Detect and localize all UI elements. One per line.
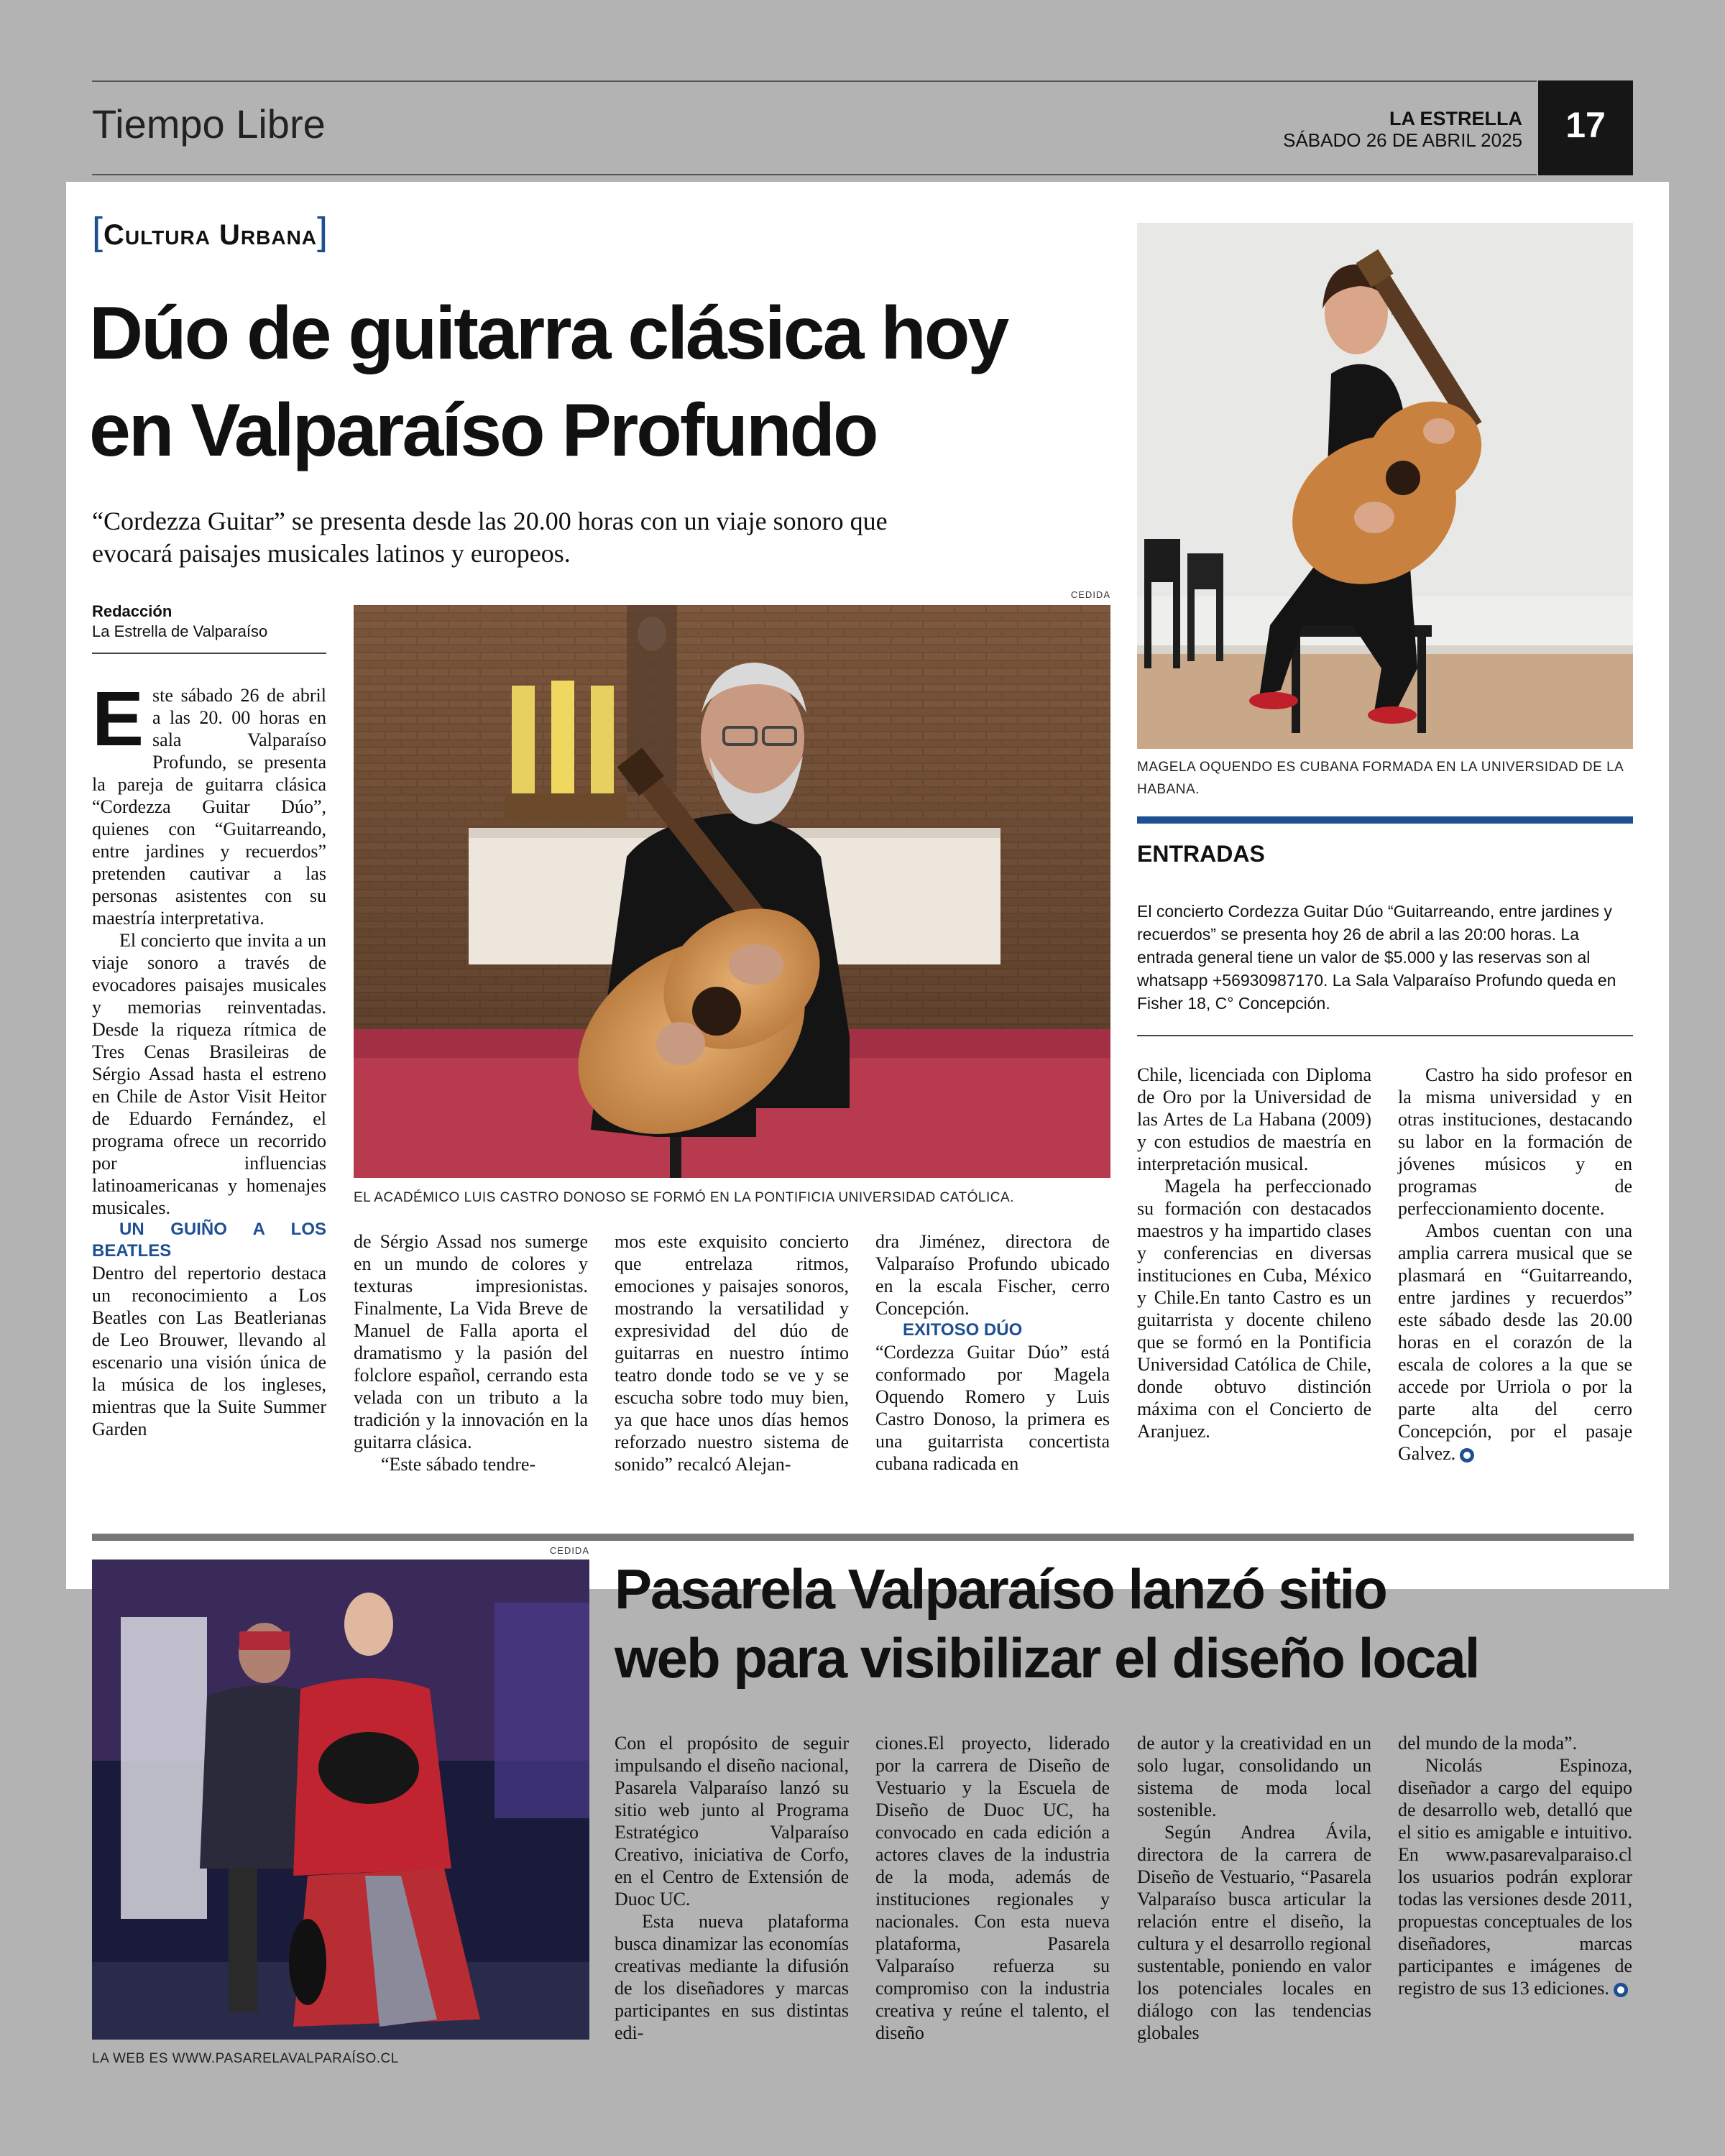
header-bottom-rule [92, 174, 1537, 175]
entradas-title: ENTRADAS [1137, 841, 1265, 867]
fashion-photo [92, 1560, 589, 2040]
runway-illustration [92, 1560, 589, 2040]
subhead-beatles: UN GUIÑO A LOS BEATLES [92, 1220, 326, 1261]
byline-rule [92, 653, 326, 654]
kicker-text: Cultura Urbana [104, 219, 318, 251]
fashion-photo-caption: LA WEB ES WWW.PASARELAVALPARAÍSO.CL [92, 2051, 399, 2066]
woman-guitarist-illustration [1137, 223, 1633, 749]
article1-col-5 [1137, 1064, 1371, 1442]
article-separator [92, 1534, 1634, 1541]
headline-line-1: Dúo de guitarra clásica hoy [89, 292, 1008, 375]
end-of-article-icon [1460, 1448, 1474, 1462]
article1-col-4 [875, 1230, 1110, 1475]
deck-line-2: evocará paisajes musicales latinos y europeos. [92, 539, 571, 568]
kicker [92, 210, 329, 253]
article2-col-2 [875, 1732, 1110, 2044]
entradas-bottom-rule [1137, 1035, 1633, 1036]
main-photo-credit: CEDIDA [1070, 589, 1110, 600]
article2-paragraph: Según Andrea Ávila, directora de la carrera de Diseño de Vestuario, “Pasarela Valparaíso busca articular la relación entre el diseño, la cultura y el desarrollo regional sustentable, poniendo en valor los potenciales locales en diálogo con las tendencias globales [1137, 1822, 1371, 2043]
article1-paragraph: dra Jiménez, directora de Valparaíso Profundo ubicado en la escala Fischer, cerro Concepción. [875, 1231, 1110, 1319]
article1-paragraph: Dentro del repertorio destaca un reconocimiento a Los Beatles con Las Beatlerianas de Leo Brouwer, llevando al escenario una visión única de la música de los ingleses, mientras que la Suite Summer Garden [92, 1263, 326, 1439]
article2-paragraph: del mundo de la moda”. [1398, 1733, 1578, 1754]
kicker-bracket-left: [ [92, 210, 104, 253]
byline-outlet: La Estrella de Valparaíso [92, 622, 268, 640]
end-of-article-icon [1614, 1983, 1628, 1997]
article1-col-6 [1398, 1064, 1632, 1465]
page-number: 17 [1538, 80, 1633, 175]
article1-paragraph: Magela ha perfeccionado su formación con destacados maestros y ha impartido clases y conferencias en diversas instituciones en Cuba, México y Chile.En tanto Castro es un guitarrista y docente chileno que se formó en la Pontificia Universidad Católica de Chile, donde obtuvo distinción máxima con el Concierto de Aranjuez. [1137, 1176, 1371, 1442]
deck-line-1: “Cordezza Guitar” se presenta desde las 20.00 horas con un viaje sonoro que [92, 507, 888, 535]
issue-date: SÁBADO 26 DE ABRIL 2025 [1283, 129, 1522, 151]
byline-name: Redacción [92, 602, 172, 620]
drop-cap: E [92, 675, 144, 762]
article2-col-4 [1398, 1732, 1632, 1999]
main-photo-caption: EL ACADÉMICO LUIS CASTRO DONOSO SE FORMÓ EN LA PONTIFICIA UNIVERSIDAD CATÓLICA. [354, 1190, 1014, 1205]
side-photo [1137, 223, 1633, 749]
subhead-exitoso-duo: EXITOSO DÚO [903, 1320, 1023, 1340]
article1-paragraph: mos este exquisito concierto que entrelaza ritmos, emociones y paisajes sonoros, mostrando la versatilidad y expresividad del dúo de guitarras en nuestro íntimo teatro donde todo se ve y se escucha sobre todo muy bien, ya que hace unos días hemos reforzado nuestro sistema de sonido” recalcó Alejan- [615, 1231, 849, 1475]
article1-paragraph [92, 675, 326, 929]
header-top-rule [92, 80, 1537, 82]
side-photo-caption: MAGELA OQUENDO ES CUBANA FORMADA EN LA UNIVERSIDAD DE LA HABANA. [1137, 760, 1624, 797]
newspaper-name: LA ESTRELLA [1389, 108, 1522, 129]
entradas-top-bar [1137, 816, 1633, 824]
section-name: Tiempo Libre [92, 101, 326, 147]
article1-paragraph: Castro ha sido profesor en la misma universidad y en otras instituciones, destacando su labor en la formación de jóvenes músicos y en programas de perfeccionamiento docente. [1398, 1064, 1632, 1219]
main-photo [354, 605, 1110, 1178]
guitarist-illustration [354, 605, 1110, 1178]
article1-col-1 [92, 675, 326, 1440]
article1-col6-p2-text: Ambos cuentan con una amplia carrera musical que se plasmará en “Guitarreando, entre jardines y recuerdos” este sábado desde las 20.00 horas en el corazón de la escala de colores a la que se accede por Urriola o por la parte alta del cerro Concepción, por el pasaje Galvez. [1398, 1220, 1632, 1464]
article2-paragraph: Con el propósito de seguir impulsando el diseño nacional, Pasarela Valparaíso lanzó su sitio web junto al Programa Estratégico Valparaíso Creativo, iniciativa de Corfo, en el Centro de Extensión de Duoc UC. [615, 1733, 849, 1909]
headline-line-2: en Valparaíso Profundo [89, 389, 877, 472]
article2-paragraph [1398, 1754, 1632, 1999]
kicker-bracket-right: ] [317, 210, 329, 253]
article2-col-3 [1137, 1732, 1371, 2044]
article2-paragraph: ciones.El proyecto, liderado por la carrera de Diseño de Vestuario y la Escuela de Diseño de Duoc UC, ha convocado en cada edición a actores claves de la industria de la moda, además de instituciones regionales y nacionales. Con esta nueva plataforma, Pasarela Valparaíso refuerza su compromiso con la industria creativa y reúne el talento, el diseño [875, 1733, 1110, 2043]
article1-col-3 [615, 1230, 849, 1475]
article1-paragraph: “Cordezza Guitar Dúo” está conformado por Magela Oquendo Romero y Luis Castro Donoso, la primera es una guitarrista concertista cubana radicada en [875, 1342, 1110, 1474]
entradas-body: El concierto Cordezza Guitar Dúo “Guitarreando, entre jardines y recuerdos” se presenta hoy 26 de abril a las 20:00 horas. La entrada general tiene un valor de $5.000 y las reservas son al whatsapp +56930987170. La Sala Valparaíso Profundo queda en Fisher 18, C° Concepción. [1137, 902, 1616, 1013]
article1-paragraph [1398, 1220, 1632, 1465]
fashion-photo-credit: CEDIDA [549, 1545, 589, 1556]
article1-paragraph: de Sérgio Assad nos sumerge en un mundo de colores y texturas impresionistas. Finalmente, La Vida Breve de Manuel de Falla aporta el dramatismo y la pasión del folclore español, cerrando esta velada con un tributo a la tradición y la innovación en la guitarra clásica. [354, 1231, 588, 1452]
article2-paragraph: de autor y la creatividad en un solo lugar, consolidando un sistema de moda local sostenible. [1137, 1733, 1371, 1820]
article2-headline-line-1: Pasarela Valparaíso lanzó sitio [615, 1557, 1386, 1621]
article2-col-1 [615, 1732, 849, 2044]
article1-col-2 [354, 1230, 588, 1475]
article1-col1-p1-text: ste sábado 26 de abril a las 20. 00 horas en sala Valparaíso Profundo, se presenta la pareja de guitarra clásica “Cordezza Guitar Dúo”, quienes con “Guitarreando, entre jardines y recuerdos” pretenden cautivar a las personas asistentes con su maestría interpretativa. [92, 685, 326, 929]
article2-paragraph: Esta nueva plataforma busca dinamizar las economías creativas mediante la difusión de los diseñadores y marcas participantes en sus distintas edi- [615, 1911, 849, 2043]
article1-paragraph: El concierto que invita a un viaje sonoro a través de evocadores paisajes musicales y memorias reinventadas. Desde la riqueza rítmica de Tres Cenas Brasileiras de Sérgio Assad hasta el estreno en Chile de Astor Visit Heitor de Eduardo Fernández, el programa ofrece un recorrido por influencias latinoamericanas y homenajes musicales. [92, 930, 326, 1218]
article2-headline-line-2: web para visibilizar el diseño local [615, 1626, 1479, 1690]
article1-paragraph: “Este sábado tendre- [381, 1454, 536, 1475]
article1-paragraph: Chile, licenciada con Diploma de Oro por la Universidad de las Artes de La Habana (2009) y con estudios de maestría en interpretación musical. [1137, 1064, 1371, 1174]
article2-col4-p2-text: Nicolás Espinoza, diseñador a cargo del equipo de desarrollo web, detalló que el sitio es amigable e intuitivo. En www.pasarevalparaiso.cl los usuarios podrán explorar todas las versiones desde 2011, propuestas conceptuales de los diseñadores, marcas participantes e imágenes de registro de sus 13 ediciones. [1398, 1755, 1632, 1999]
